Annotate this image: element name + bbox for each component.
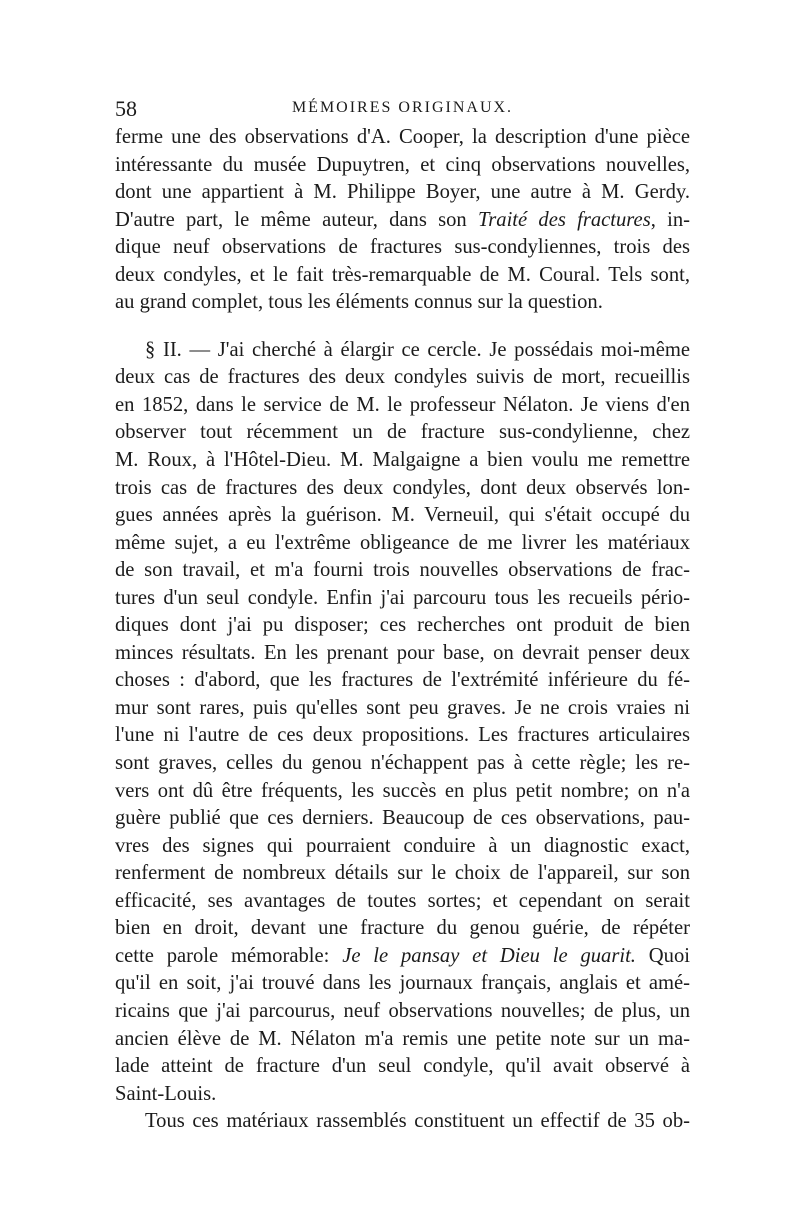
paragraph-gap <box>115 317 690 337</box>
paragraph-2 <box>115 337 690 1108</box>
text-line: cette parole mémorable: Je le pansay et Dieu le guarit. Quoi <box>115 944 690 967</box>
text-line: Saint-Louis. <box>115 1082 217 1105</box>
text-line: vers ont dû être fréquents, les succès en plus petit nombre; on n'a <box>115 779 690 802</box>
text-line: sont graves, celles du genou n'échappent pas à cette règle; les re- <box>115 752 690 775</box>
text-line: même sujet, a eu l'extrême obligeance de me livrer les matériaux <box>115 531 690 554</box>
text-line: diques dont j'ai pu disposer; ces recherches ont produit de bien <box>115 614 690 637</box>
text-line: § II. — J'ai cherché à élargir ce cercle. Je possédais moi-même <box>145 338 690 361</box>
text-line: observer tout récemment un de fracture sus-condylienne, chez <box>115 421 690 444</box>
text-line: dont une appartient à M. Philippe Boyer, une autre à M. Gerdy. <box>115 181 690 204</box>
text-line: dique neuf observations de fractures sus-condyliennes, trois des <box>115 236 690 259</box>
text-line: intéressante du musée Dupuytren, et cinq observations nouvelles, <box>115 153 690 176</box>
text-line: en 1852, dans le service de M. le professeur Nélaton. Je viens d'en <box>115 393 690 416</box>
text-line: guère publié que ces derniers. Beaucoup de ces observations, pau- <box>115 807 690 830</box>
text-line: D'autre part, le même auteur, dans son Traité des fractures, in- <box>115 208 690 231</box>
paragraph-3 <box>115 1108 690 1136</box>
text-line: ancien élève de M. Nélaton m'a remis une petite note sur un ma- <box>115 1027 690 1050</box>
text-line: ricains que j'ai parcourus, neuf observations nouvelles; de plus, un <box>115 999 690 1022</box>
text-line: lade atteint de fracture d'un seul condyle, qu'il avait observé à <box>115 1055 690 1078</box>
text-line: minces résultats. En les prenant pour base, on devrait penser deux <box>115 641 690 664</box>
text-line: deux condyles, et le fait très-remarquable de M. Coural. Tels sont, <box>115 263 690 286</box>
body-text <box>115 124 690 1136</box>
text-line: efficacité, ses avantages de toutes sortes; et cependant on serait <box>115 889 690 912</box>
page-number: 58 <box>115 96 137 121</box>
paragraph-1 <box>115 124 690 317</box>
text-line: ferme une des observations d'A. Cooper, la description d'une pièce <box>115 126 690 148</box>
text-line: renferment de nombreux détails sur le choix de l'appareil, sur son <box>115 862 690 885</box>
page-header <box>115 96 690 122</box>
text-line: au grand complet, tous les éléments connus sur la question. <box>115 291 603 314</box>
text-line: tures d'un seul condyle. Enfin j'ai parcouru tous les recueils pério- <box>115 586 690 609</box>
text-line: choses : d'abord, que les fractures de l'extrémité inférieure du fé- <box>115 669 690 692</box>
text-line: deux cas de fractures des deux condyles suivis de mort, recueillis <box>115 366 690 389</box>
text-line: Tous ces matériaux rassemblés constituent un effectif de 35 ob- <box>145 1110 690 1133</box>
text-line: qu'il en soit, j'ai trouvé dans les journaux français, anglais et amé- <box>115 972 690 995</box>
text-line: trois cas de fractures des deux condyles, dont deux observés lon- <box>115 476 690 499</box>
text-line: bien en droit, devant une fracture du genou guérie, de répéter <box>115 917 690 940</box>
text-line: M. Roux, à l'Hôtel-Dieu. M. Malgaigne a bien voulu me remettre <box>115 449 690 472</box>
text-line: gues années après la guérison. M. Verneuil, qui s'était occupé du <box>115 504 690 527</box>
text-line: de son travail, et m'a fourni trois nouvelles observations de frac- <box>115 559 690 582</box>
running-title: MÉMOIRES ORIGINAUX. <box>291 99 514 116</box>
text-line: vres des signes qui pourraient conduire à un diagnostic exact, <box>115 834 690 857</box>
text-line: mur sont rares, puis qu'elles sont peu graves. Je ne crois vraies ni <box>115 696 690 719</box>
text-line: l'une ni l'autre de ces deux propositions. Les fractures articulaires <box>115 724 690 747</box>
